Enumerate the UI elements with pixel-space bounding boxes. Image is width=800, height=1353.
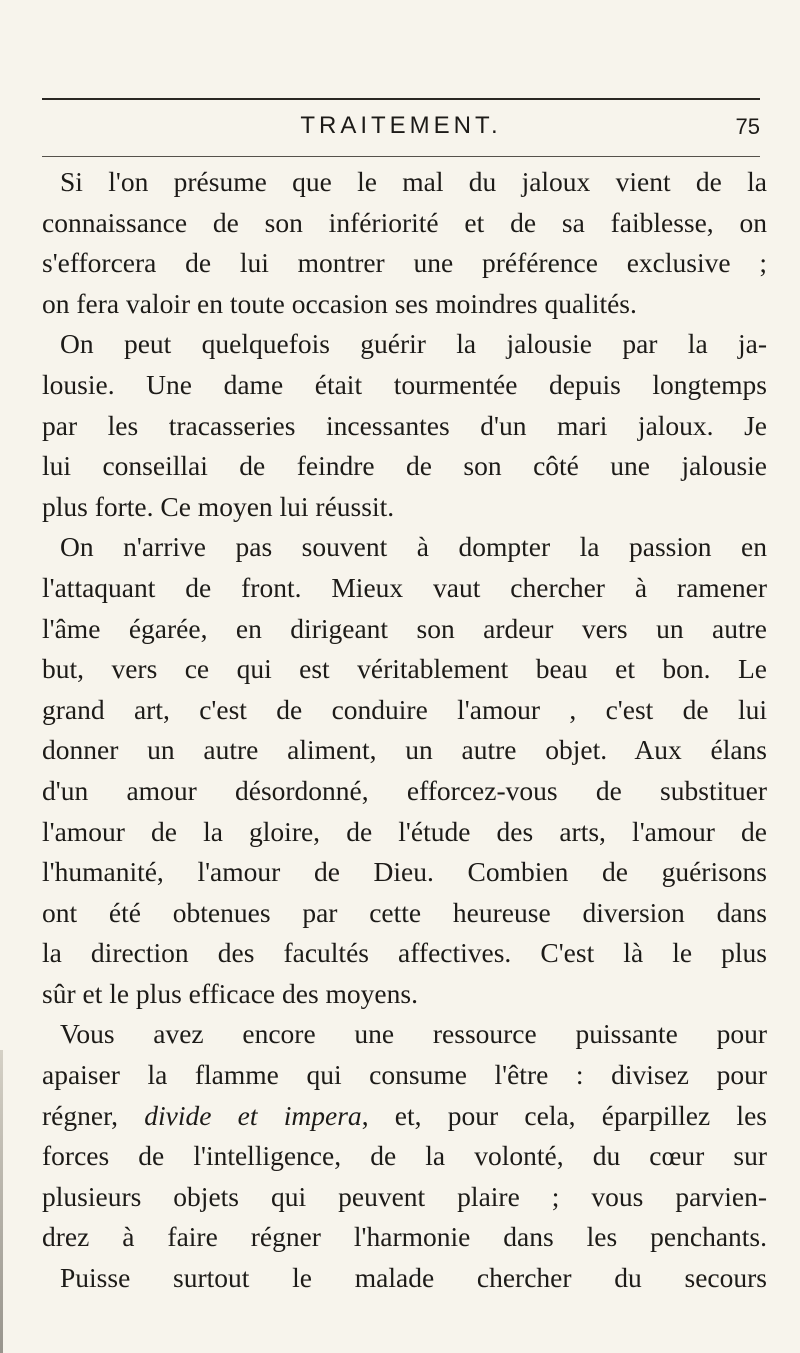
text-line: l'attaquant de front. Mieux vaut chercher à ramener (42, 571, 767, 603)
text-line: plus forte. Ce moyen lui réussit. (42, 490, 395, 522)
text-line: On n'arrive pas souvent à dompter la passion en (60, 531, 767, 563)
text-line: Puisse surtout le malade chercher du secours (60, 1262, 767, 1294)
text-segment: régner, (42, 1099, 145, 1131)
text-line: l'humanité, l'amour de Dieu. Combien de guérisons (42, 856, 767, 888)
text-line: l'amour de la gloire, de l'étude des arts, l'amour de (42, 815, 767, 847)
text-line: apaiser la flamme qui consume l'être : divisez pour (42, 1059, 767, 1091)
binding-edge-shadow (0, 1050, 3, 1353)
text-line: ont été obtenues par cette heureuse diversion dans (42, 896, 767, 928)
italic-latin-phrase: divide et impera (144, 1099, 362, 1131)
text-line (42, 1096, 767, 1137)
body-text (42, 162, 767, 1299)
header-top-rule (42, 98, 760, 100)
header-bottom-rule (42, 156, 760, 157)
text-line: forces de l'intelligence, de la volonté, du cœur sur (42, 1140, 767, 1172)
text-line: plusieurs objets qui peuvent plaire ; vous parvien- (42, 1180, 767, 1212)
text-line: la direction des facultés affectives. C'est là le plus (42, 937, 767, 969)
text-segment: , et, pour cela, éparpillez les (361, 1099, 767, 1131)
text-line: l'âme égarée, en dirigeant son ardeur vers un autre (42, 612, 767, 644)
text-line: on fera valoir en toute occasion ses moindres qualités. (42, 287, 637, 319)
running-head (42, 108, 760, 148)
text-line: drez à faire régner l'harmonie dans les penchants. (42, 1221, 767, 1253)
text-line: On peut quelquefois guérir la jalousie par la ja- (60, 328, 767, 360)
text-line: lui conseillai de feindre de son côté une jalousie (42, 450, 767, 482)
text-line: Vous avez encore une ressource puissante pour (60, 1018, 767, 1050)
text-line: grand art, c'est de conduire l'amour , c'est de lui (42, 693, 767, 725)
text-line: d'un amour désordonné, efforcez-vous de substituer (42, 774, 767, 806)
text-line: sûr et le plus efficace des moyens. (42, 977, 418, 1009)
text-line: Si l'on présume que le mal du jaloux vient de la (60, 166, 767, 197)
page-number: 75 (735, 114, 760, 139)
text-line: donner un autre aliment, un autre objet. Aux élans (42, 734, 767, 766)
text-line: connaissance de son infériorité et de sa faiblesse, on (42, 206, 767, 238)
text-line: but, vers ce qui est véritablement beau et bon. Le (42, 653, 767, 685)
running-title: TRAITEMENT. (300, 112, 502, 139)
text-line: par les tracasseries incessantes d'un mari jaloux. Je (42, 409, 767, 441)
text-line: lousie. Une dame était tourmentée depuis longtemps (42, 368, 767, 400)
text-line: s'efforcera de lui montrer une préférence exclusive ; (42, 247, 767, 279)
